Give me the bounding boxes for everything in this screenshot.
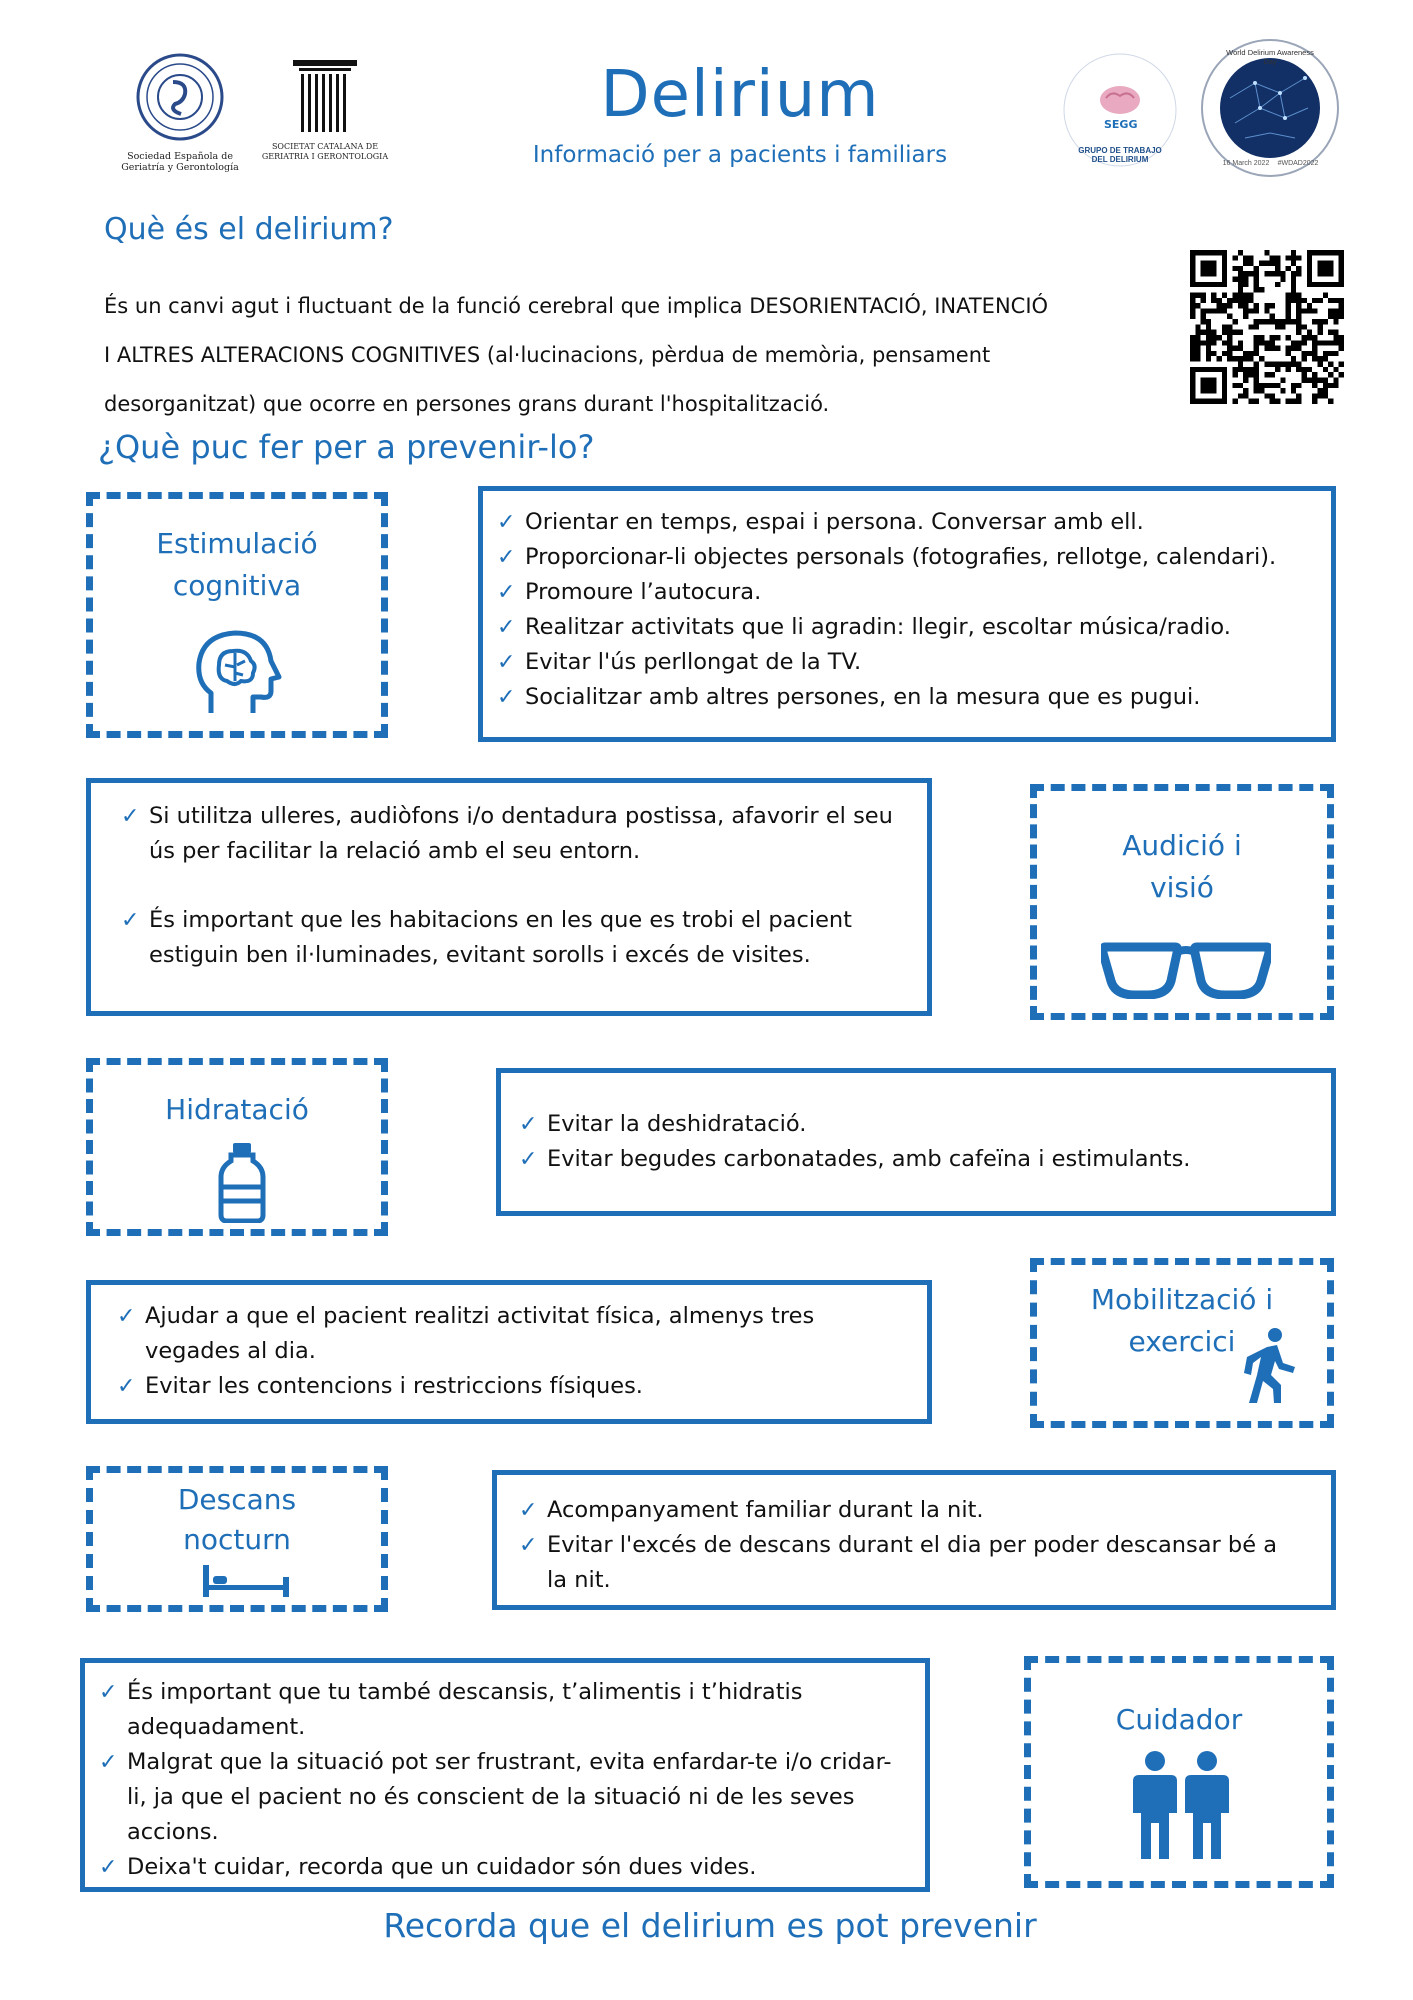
hearing-category-box — [1030, 784, 1334, 1020]
list-item: ✓ És important que tu també descansis, t’alimentis i t’hidratis adequadament. — [99, 1675, 911, 1745]
list-item: ✓ Evitar l'excés de descans durant el dia per poder descansar bé a la nit. — [519, 1528, 1291, 1598]
cognitive-tips-box — [478, 486, 1336, 742]
intro-paragraph — [104, 282, 1174, 429]
rest-label-1: Descans — [177, 1483, 297, 1516]
rest-label-2: nocturn — [183, 1523, 291, 1556]
mobility-tips-box — [86, 1280, 932, 1424]
cognitive-category-box — [86, 492, 388, 738]
wdad-title: World Delirium Awareness Day — [1226, 48, 1314, 66]
two-people-icon — [1125, 1751, 1237, 1861]
intro-line-1: És un canvi agut i fluctuant de la funció cerebral que implica DESORIENTACIÓ, INATENCIÓ — [104, 294, 1049, 318]
qr-code-icon — [1190, 250, 1344, 404]
list-item: ✓ Acompanyament familiar durant la nit. — [519, 1493, 1291, 1528]
hearing-label-1: Audició i — [1122, 829, 1242, 862]
wdad-logo — [1200, 38, 1340, 178]
list-item: ✓ Socialitzar amb altres persones, en la mesura que es pugui. — [497, 680, 1321, 715]
intro-heading: Què és el delirium? — [104, 212, 394, 247]
delirium-group-badge: SEGG — [1104, 118, 1138, 131]
list-item: ✓ Proporcionar-li objectes personals (fotografies, rellotge, calendari). — [497, 540, 1321, 575]
segg-logo — [115, 52, 245, 172]
caregiver-tips-list — [99, 1675, 911, 1885]
list-item: ✓ Malgrat que la situació pot ser frustrant, evita enfardar-te i/o cridar-li, ja que el pacient no és conscient de la situació ni de les seves accions. — [99, 1745, 911, 1850]
column-icon — [255, 58, 395, 138]
caregiver-category-box — [1024, 1656, 1334, 1888]
hydration-label-1: Hidratació — [165, 1093, 309, 1126]
water-bottle-icon — [217, 1141, 267, 1223]
head-brain-icon — [191, 627, 283, 717]
segg-seal-icon — [115, 52, 245, 147]
list-item: ✓ És important que les habitacions en les que es trobi el pacient estiguin ben il·luminades, evitant sorolls i excés de visites. — [121, 903, 913, 973]
list-item: ✓ Evitar les contencions i restriccions físiques. — [117, 1369, 913, 1404]
list-item: ✓ Ajudar a que el pacient realitzi activitat física, almenys tres vegades al dia. — [117, 1299, 913, 1369]
rest-tips-box — [492, 1470, 1336, 1610]
caregiver-tips-box — [80, 1658, 930, 1892]
scgg-logo-text: SOCIETAT CATALANA DE GERIATRIA I GERONTOLOGIA — [261, 142, 389, 161]
hearing-label-2: visió — [1150, 871, 1214, 904]
list-item: ✓ Deixa't cuidar, recorda que un cuidador són dues vides. — [99, 1850, 911, 1885]
walking-person-icon — [1237, 1327, 1299, 1407]
list-item: ✓ Realitzar activitats que li agradin: llegir, escoltar música/radio. — [497, 610, 1321, 645]
cognitive-tips-list — [497, 505, 1321, 715]
footer-message: Recorda que el delirium es pot prevenir — [383, 1906, 1037, 1945]
delirium-group-text: GRUPO DE TRABAJO DEL DELIRIUM — [1078, 146, 1162, 164]
rest-category-box — [86, 1466, 388, 1612]
mobility-category-box — [1030, 1258, 1334, 1428]
glasses-icon — [1101, 941, 1271, 999]
wdad-tag: #WDAD2022 — [1277, 160, 1319, 167]
cognitive-label-2: cognitiva — [172, 569, 302, 602]
hydration-tips-list — [519, 1107, 1321, 1177]
page-subtitle: Informació per a pacients i familiars — [532, 142, 948, 168]
list-item: ✓ Orientar en temps, espai i persona. Conversar amb ell. — [497, 505, 1321, 540]
qr-code[interactable] — [1190, 250, 1344, 404]
mobility-label-1: Mobilització i — [1090, 1283, 1274, 1316]
intro-line-2: I ALTRES ALTERACIONS COGNITIVES (al·lucinacions, pèrdua de memòria, pensament — [104, 343, 991, 367]
intro-line-3: desorganitzat) que ocorre en persones grans durant l'hospitalització. — [104, 392, 830, 416]
caregiver-label-1: Cuidador — [1115, 1703, 1243, 1736]
wdad-date: 16 March 2022 — [1222, 160, 1270, 167]
rest-tips-list — [519, 1493, 1291, 1598]
prevent-heading: ¿Què puc fer per a prevenir-lo? — [98, 428, 595, 466]
list-item: ✓ Evitar begudes carbonatades, amb cafeïna i estimulants. — [519, 1142, 1321, 1177]
cognitive-label-1: Estimulació — [156, 527, 318, 560]
bed-icon — [201, 1563, 291, 1599]
list-item: ✓ Evitar l'ús perllongat de la TV. — [497, 645, 1321, 680]
mobility-tips-list — [117, 1299, 913, 1404]
hearing-tips-list — [121, 799, 913, 973]
list-item: ✓ Promoure l’autocura. — [497, 575, 1321, 610]
scgg-logo — [255, 58, 395, 168]
hearing-tips-box — [86, 778, 932, 1016]
list-item: ✓ Evitar la deshidratació. — [519, 1107, 1321, 1142]
list-item: ✓ Si utilitza ulleres, audiòfons i/o dentadura postissa, afavorir el seu ús per facilitar la relació amb el seu entorn. — [121, 799, 913, 869]
hydration-category-box — [86, 1058, 388, 1236]
hydration-tips-box — [496, 1068, 1336, 1216]
page-title: Delirium — [600, 58, 880, 132]
segg-logo-text: Sociedad Española de Geriatría y Gerontología — [121, 151, 239, 173]
delirium-group-logo — [1060, 50, 1180, 170]
mobility-label-2: exercici — [1128, 1325, 1236, 1358]
